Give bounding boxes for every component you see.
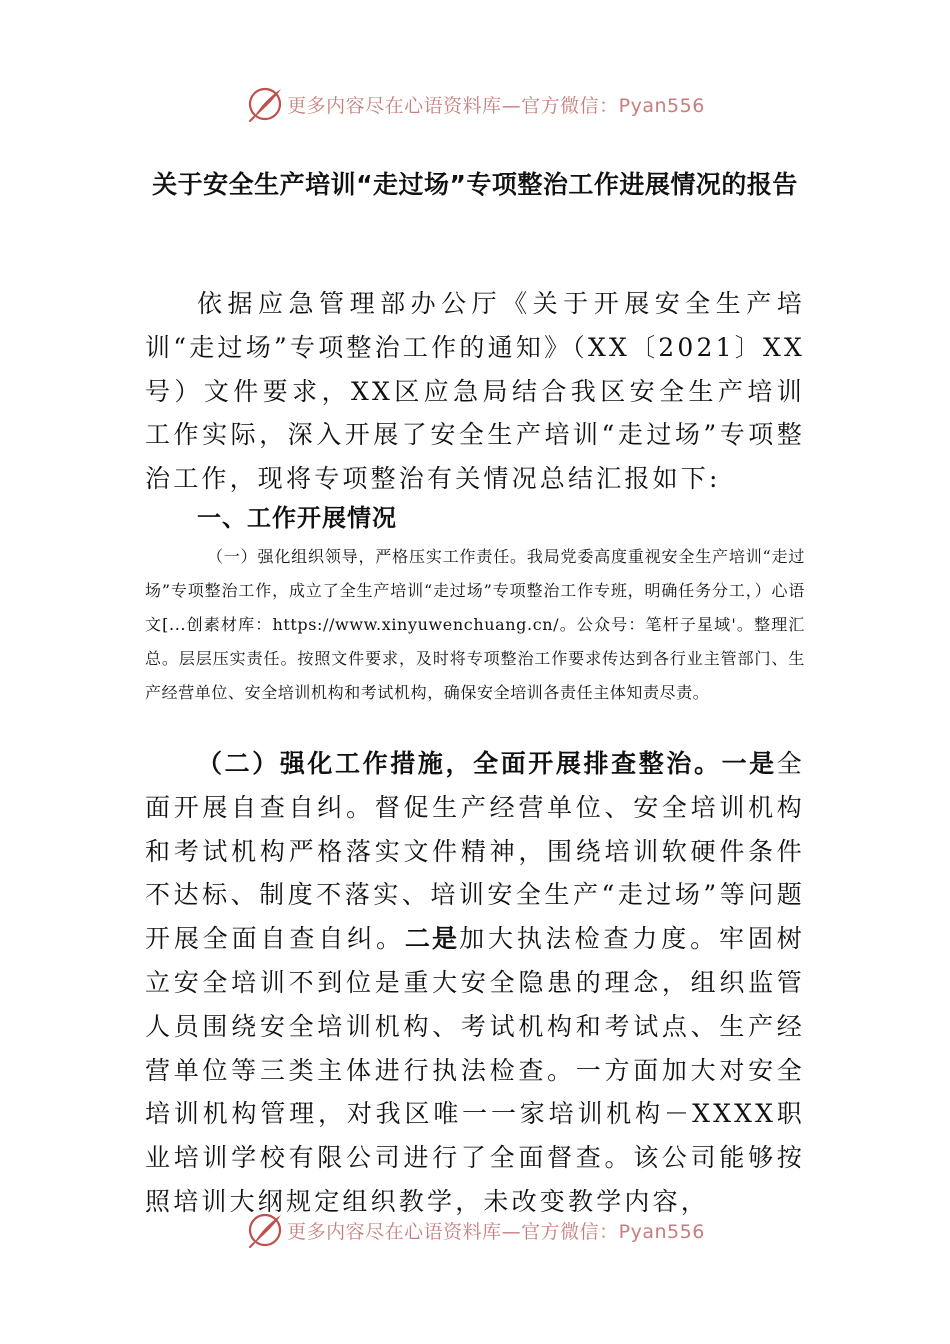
watermark-text: 更多内容尽在心语资料库—官方微信：Pyan556 xyxy=(287,94,705,117)
watermark-banner-top xyxy=(0,82,950,126)
section-2-text-1: 全面开展自查自纠。督促生产经营单位、安全培训机构和考试机构严格落实文件精神，围绕培训软硬件条件不达标、制度不落实、培训安全生产“走过场”等问题开展全面自查自纠。 xyxy=(145,749,805,954)
lead-first: 一是 xyxy=(721,749,777,778)
feather-pen-logo-icon xyxy=(245,1210,285,1250)
section-2-paragraph xyxy=(145,742,805,1224)
feather-pen-logo-icon xyxy=(245,84,285,124)
section-heading-work-progress: 一、工作开展情况 xyxy=(197,504,397,532)
section-2-text-2: 加大执法检查力度。牢固树立安全培训不到位是重大安全隐患的理念，组织监管人员围绕安全培训机构、考试机构和考试点、生产经营单位等三类主体进行执法检查。一方面加大对安全培训机构管理，对我区唯一一家培训机构－XXXX职业培训学校有限公司进行了全面督查。该公司能够按照培训大纲规定组织教学，未改变教学内容， xyxy=(145,924,805,1216)
section-2-heading: （二）强化工作措施，全面开展排查整治。 xyxy=(197,749,722,778)
watermark-banner-bottom xyxy=(0,1208,950,1252)
watermark-text: 更多内容尽在心语资料库—官方微信：Pyan556 xyxy=(287,1220,705,1243)
lead-second: 二是 xyxy=(404,924,460,954)
document-title: 关于安全生产培训“走过场”专项整治工作进展情况的报告 xyxy=(152,170,798,199)
section-1-paragraph: （一）强化组织领导，严格压实工作责任。我局党委高度重视安全生产培训“走过场”专项整治工作，成立了全生产培训“走过场”专项整治工作专班，明确任务分工，）心语文[...创素材库：https://www.xinyuwenchuang.cn/。公众号：笔杆子星域'。整理汇总。层层压实责任。按照文件要求，及时将专项整治工作要求传达到各行业主管部门、生产经营单位、安全培训机构和考试机构，确保安全培训各责任主体知责尽责。 xyxy=(145,547,805,702)
intro-paragraph: 依据应急管理部办公厅《关于开展安全生产培训“走过场”专项整治工作的通知》（XX〔2021〕XX号）文件要求，XX区应急局结合我区安全生产培训工作实际，深入开展了安全生产培训“走过场”专项整治工作，现将专项整治有关情况总结汇报如下: xyxy=(145,289,805,494)
